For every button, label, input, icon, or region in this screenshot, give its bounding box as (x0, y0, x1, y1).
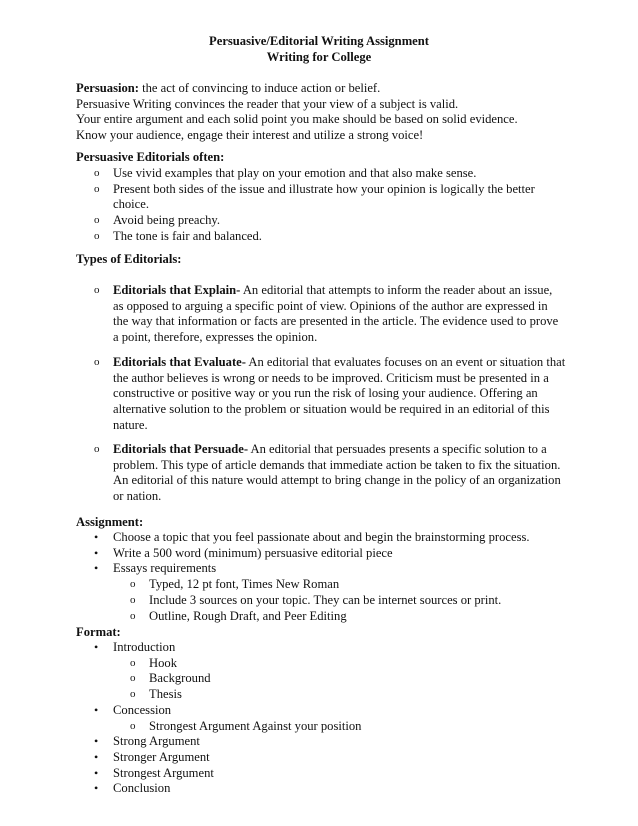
list-item: • Choose a topic that you feel passionate about and begin the brainstorming process. (94, 530, 530, 544)
page-title: Persuasive/Editorial Writing Assignment (209, 34, 429, 48)
editorials-often-heading: Persuasive Editorials often: (76, 150, 225, 164)
bullet-icon: • (94, 561, 99, 576)
assignment-list (94, 530, 614, 624)
list-item: o Avoid being preachy. (94, 213, 221, 228)
intro-definition-line (76, 81, 518, 97)
bullet-icon: o (130, 578, 136, 591)
list-item: o Thesis (130, 687, 182, 702)
intro-line: Persuasive Writing convinces the reader that your view of a subject is valid. (76, 96, 459, 111)
bullet-icon: • (94, 765, 99, 780)
type-item-explain: o Editorials that Explain- An editorial that attempts to inform the reader about an issue, as opposed to arguing a specific point of view. Opinions of the author are expressed in the way that information or facts are presented in the article. The evidence used to prove a point, therefore, expresses the opinion. (94, 283, 559, 345)
page-subtitle: Writing for College (266, 49, 372, 64)
editorials-often-list (94, 166, 614, 245)
type-item-persuade: o Editorials that Persuade- An editorial that persuades presents a specific solution to a problem. This type of article demands that immediate action be taken to fix the situation. An editorial of this nature would attempt to bring change in the policy of an organization or nation. (94, 442, 561, 504)
type-name: Editorials that Persuade- (113, 442, 249, 456)
bullet-icon: o (130, 688, 136, 701)
bullet-icon: o (94, 182, 100, 195)
bullet-icon: o (130, 656, 136, 669)
list-item: • Strong Argument (94, 734, 200, 749)
bullet-icon: • (94, 749, 99, 764)
bullet-icon: • (94, 781, 99, 796)
bullet-icon: • (94, 640, 99, 654)
list-item: o Background (130, 671, 211, 686)
bullet-icon: o (94, 229, 100, 242)
intro-section (76, 81, 518, 144)
list-item: o Strongest Argument Against your position (130, 718, 362, 733)
intro-line: Know your audience, engage their interest and utilize a strong voice! (76, 128, 424, 143)
list-item: • Concession (94, 702, 172, 717)
list-item: • Essays requirements (94, 561, 217, 576)
list-item: o The tone is fair and balanced. (94, 228, 262, 243)
document-header (0, 34, 638, 65)
bullet-icon: o (130, 609, 136, 622)
list-item: • Conclusion (94, 781, 171, 796)
type-item-evaluate: o Editorials that Evaluate- An editorial that evaluates focuses on an event or situation that the author believes is wrong or needs to be improved. Criticism must be presented in a constructive or positive way or you run the risk of losing your audience. Offering an alternative solution to the problem or situation would be required in an editorial of this nature. (94, 355, 566, 432)
list-item: o Include 3 sources on your topic. They can be internet sources or print. (130, 592, 502, 607)
bullet-icon: • (94, 734, 99, 749)
list-item: o Typed, 12 pt font, Times New Roman (130, 577, 340, 592)
bullet-icon: o (130, 593, 136, 606)
list-item: • Write a 500 word (minimum) persuasive editorial piece (94, 545, 393, 560)
bullet-icon: o (94, 284, 100, 296)
bullet-icon: o (94, 443, 100, 455)
list-item: o Hook (130, 655, 177, 670)
bullet-icon: • (94, 530, 99, 544)
intro-definition: the act of convincing to induce action or belief. (138, 81, 381, 95)
assignment-heading: Assignment: (76, 515, 144, 529)
list-item: o Present both sides of the issue and illustrate how your opinion is logically the better choice. (94, 181, 535, 212)
types-heading: Types of Editorials: (76, 252, 182, 266)
bullet-icon: o (94, 167, 100, 179)
list-item: o Outline, Rough Draft, and Peer Editing (130, 608, 347, 623)
list-item: • Stronger Argument (94, 749, 210, 764)
bullet-icon: • (94, 545, 99, 560)
type-name: Editorials that Evaluate- (113, 355, 246, 369)
bullet-icon: o (94, 214, 100, 227)
list-item: o Use vivid examples that play on your emotion and that also make sense. (94, 166, 477, 180)
type-name: Editorials that Explain- (113, 283, 241, 297)
format-heading: Format: (76, 625, 121, 639)
bullet-icon: o (94, 356, 100, 368)
list-item: • Strongest Argument (94, 765, 214, 780)
intro-term: Persuasion: (76, 81, 139, 95)
format-list (94, 640, 614, 797)
bullet-icon: o (130, 719, 136, 732)
intro-line: Your entire argument and each solid point you make should be based on solid evidence. (76, 112, 518, 127)
list-item: • Introduction (94, 640, 176, 654)
bullet-icon: o (130, 672, 136, 685)
bullet-icon: • (94, 702, 99, 717)
